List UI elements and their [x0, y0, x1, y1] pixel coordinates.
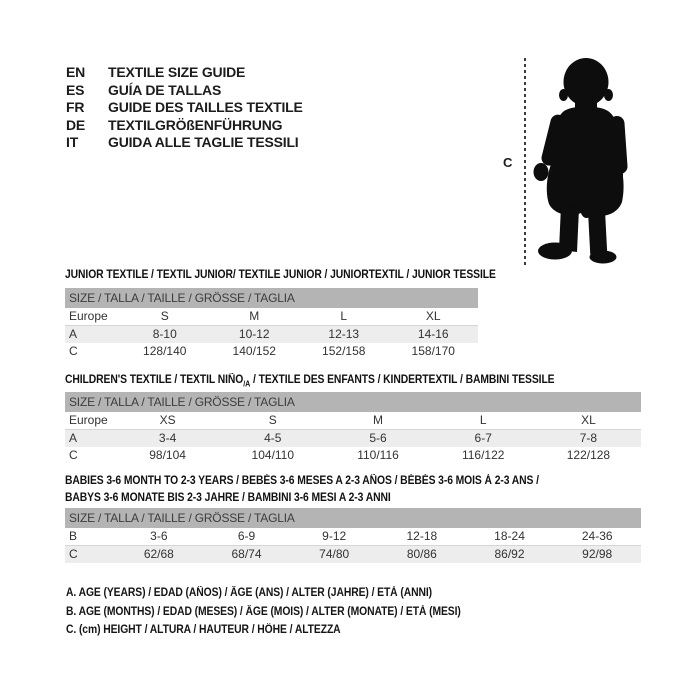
children-title-subscript: /A [243, 379, 251, 389]
language-code: ES [66, 81, 85, 98]
babies-section-title-line1: BABIES 3-6 MONTH TO 2-3 YEARS / BEBÉS 3-6 MESES A 2-3 AÑOS / BÉBÉS 3-6 MOIS À 2-3 ANS / [65, 475, 539, 487]
language-code: EN [66, 64, 86, 80]
junior-section-title: JUNIOR TEXTILE / TEXTIL JUNIOR/ TEXTILE JUNIOR / JUNIORTEXTIL / JUNIOR TESSILE [65, 269, 496, 281]
size-cell: L [479, 413, 487, 427]
height-cell: 62/68 [143, 547, 174, 561]
height-cell: 116/122 [461, 448, 505, 462]
note-a-age-years: A. AGE (YEARS) / EDAD (AÑOS) / ÂGE (ANS) / ALTER (JAHRE) / ETÀ (ANNI) [66, 587, 433, 599]
age-cell: 4-5 [264, 431, 282, 445]
language-title: TEXTILGRÖßENFÜHRUNG [108, 116, 283, 133]
language-row-fr [66, 99, 303, 117]
language-title-list [66, 64, 303, 152]
height-cell: 104/110 [251, 448, 295, 462]
language-code: IT [66, 134, 79, 151]
height-measure-label: C [503, 155, 513, 170]
age-cell: 8-10 [152, 327, 177, 341]
height-cell: 128/140 [143, 344, 187, 358]
size-cell: M [373, 413, 383, 427]
table-row-height [65, 545, 641, 563]
row-label: C [69, 448, 78, 462]
language-title: GUÍA DE TALLAS [108, 81, 222, 98]
height-cell: 158/170 [411, 344, 455, 358]
size-cell: XL [425, 309, 441, 323]
row-label: A [69, 431, 78, 445]
junior-size-table [65, 288, 478, 360]
age-cell: 9-12 [322, 529, 347, 543]
age-cell: 6-7 [474, 431, 492, 445]
note-c-height-cm: C. (cm) HEIGHT / ALTURA / HAUTEUR / HÖHE / ALTEZZA [66, 624, 341, 636]
language-row-es [66, 82, 303, 100]
children-title-part: / TEXTILE DES ENFANTS / KINDERTEXTIL / BAMBINI TESSILE [250, 374, 555, 386]
table-row-age [65, 325, 478, 343]
size-header-bar: SIZE / TALLA / TAILLE / GRÖSSE / TAGLIA [65, 508, 641, 528]
language-title: TEXTILE SIZE GUIDE [108, 64, 246, 80]
age-cell: 10-12 [238, 327, 270, 341]
size-cell: S [160, 309, 169, 323]
language-row-it [66, 134, 303, 152]
babies-section-title-line2: BABYS 3-6 MONATE BIS 2-3 JAHRE / BAMBINI 3-6 MESI A 2-3 ANNI [65, 492, 391, 504]
language-code: DE [66, 116, 86, 133]
legend-notes [66, 584, 505, 640]
babies-size-table [65, 508, 641, 563]
size-header-bar: SIZE / TALLA / TAILLE / GRÖSSE / TAGLIA [65, 392, 641, 412]
row-label: C [69, 344, 78, 358]
height-measure-dotted-line [524, 58, 526, 268]
age-cell: 24-36 [581, 529, 613, 543]
age-cell: 12-18 [406, 529, 438, 543]
size-header-bar: SIZE / TALLA / TAILLE / GRÖSSE / TAGLIA [65, 288, 478, 308]
children-title-part: CHILDREN'S TEXTILE / TEXTIL NIÑO [65, 374, 244, 386]
height-cell: 122/128 [566, 448, 611, 462]
height-cell: 152/158 [322, 344, 366, 358]
height-cell: 110/116 [357, 448, 399, 462]
size-cell: L [340, 309, 348, 323]
height-cell: 68/74 [231, 547, 262, 561]
age-cell: 7-8 [579, 431, 598, 445]
row-label: Europe [69, 413, 108, 427]
table-row-age-months [65, 528, 641, 545]
row-label: A [69, 327, 78, 341]
age-cell: 5-6 [369, 431, 387, 445]
size-cell: XL [581, 413, 596, 427]
height-cell: 92/98 [582, 547, 613, 561]
row-label: C [69, 547, 78, 561]
table-row-europe [65, 412, 641, 429]
size-cell: S [268, 413, 277, 427]
table-row-height [65, 343, 478, 360]
language-title: GUIDA ALLE TAGLIE TESSILI [108, 134, 299, 151]
age-cell: 12-13 [328, 327, 360, 341]
language-title: GUIDE DES TAILLES TEXTILE [108, 99, 303, 116]
table-row-age [65, 429, 641, 447]
note-b-age-months: B. AGE (MONTHS) / EDAD (MESES) / ÂGE (MOIS) / ALTER (MONATE) / ETÀ (MESI) [66, 605, 461, 618]
age-cell: 14-16 [417, 327, 449, 341]
table-row-europe [65, 308, 478, 325]
language-code: FR [66, 99, 85, 116]
row-label: B [69, 529, 78, 543]
children-section-title [65, 372, 555, 392]
age-cell: 3-6 [150, 529, 168, 543]
height-cell: 74/80 [319, 547, 350, 561]
height-cell: 86/92 [494, 547, 525, 561]
height-cell: 80/86 [406, 547, 437, 561]
height-cell: 98/104 [149, 448, 186, 462]
language-row-de [66, 117, 303, 135]
size-cell: M [249, 309, 260, 323]
language-row-en [66, 64, 303, 82]
children-size-table [65, 392, 641, 464]
age-cell: 18-24 [494, 529, 525, 543]
height-cell: 140/152 [232, 344, 276, 358]
table-row-height [65, 447, 641, 464]
size-cell: XS [159, 413, 176, 427]
row-label: Europe [69, 309, 108, 323]
toddler-silhouette-image [531, 56, 631, 264]
age-cell: 6-9 [237, 529, 256, 543]
age-cell: 3-4 [158, 431, 177, 445]
